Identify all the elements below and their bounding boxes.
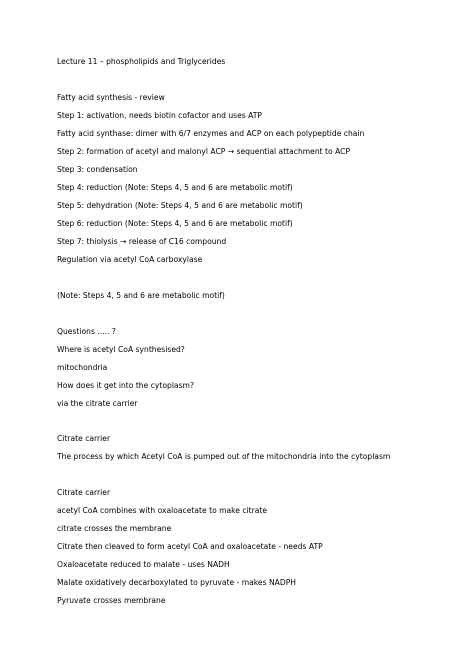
text-line: Oxaloacetate reduced to malate - uses NADH <box>57 560 230 569</box>
text-line: The process by which Acetyl CoA is pumped out of the mitochondria into the cytoplasm <box>57 452 391 461</box>
section-heading-citrate-carrier: Citrate carrier <box>57 434 111 443</box>
text-line: Step 4: reduction (Note: Steps 4, 5 and 6 are metabolic motif) <box>57 183 293 192</box>
text-line: Pyruvate crosses membrane <box>57 596 166 605</box>
text-line: via the citrate carrier <box>57 399 138 408</box>
text-line: Step 5: dehydration (Note: Steps 4, 5 and 6 are metabolic motif) <box>57 201 303 210</box>
text-line: Step 6: reduction (Note: Steps 4, 5 and 6 are metabolic motif) <box>57 219 293 228</box>
text-line: Step 3: condensation <box>57 165 138 174</box>
text-line: Where is acetyl CoA synthesised? <box>57 345 185 354</box>
text-line: Citrate then cleaved to form acetyl CoA and oxaloacetate - needs ATP <box>57 542 323 551</box>
text-line: Regulation via acetyl CoA carboxylase <box>57 255 203 264</box>
document-title: Lecture 11 – phospholipids and Triglycerides <box>57 57 226 66</box>
text-line: Step 1: activation, needs biotin cofactor and uses ATP <box>57 111 262 120</box>
text-line: Step 2: formation of acetyl and malonyl ACP → sequential attachment to ACP <box>57 147 351 156</box>
text-line: Fatty acid synthase: dimer with 6/7 enzymes and ACP on each polypeptide chain <box>57 129 365 138</box>
text-line: How does it get into the cytoplasm? <box>57 381 194 390</box>
text-line: Malate oxidatively decarboxylated to pyruvate - makes NADPH <box>57 578 296 587</box>
text-line: acetyl CoA combines with oxaloacetate to make citrate <box>57 506 268 515</box>
section-heading-questions: Questions ..... ? <box>57 327 116 336</box>
metabolic-motif-note: (Note: Steps 4, 5 and 6 are metabolic motif) <box>57 291 225 300</box>
section-heading-citrate-carrier: Citrate carrier <box>57 488 111 497</box>
text-line: mitochondria <box>57 363 108 372</box>
section-heading-fatty-acid-review: Fatty acid synthesis - review <box>57 93 165 102</box>
text-line: citrate crosses the membrane <box>57 524 172 533</box>
text-line: Step 7: thiolysis → release of C16 compound <box>57 237 227 246</box>
